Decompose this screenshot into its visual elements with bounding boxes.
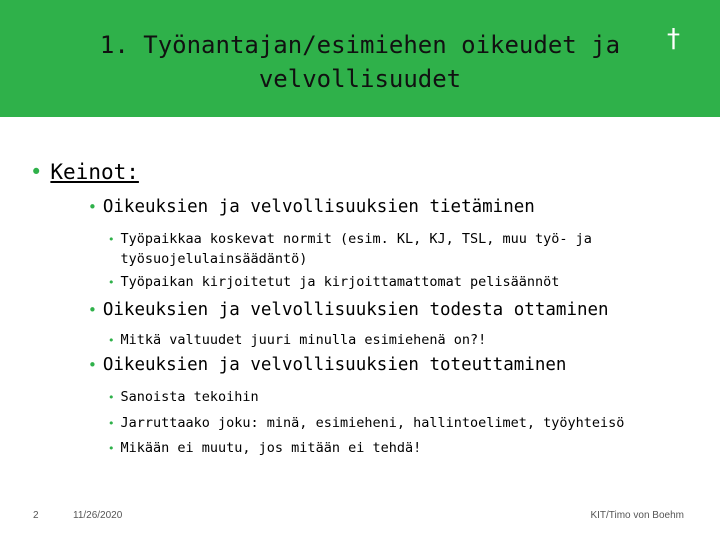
list-item bbox=[108, 387, 259, 408]
list-item-text: Mitkä valtuudet juuri minulla esimiehenä on?! bbox=[120, 332, 487, 348]
bullet-icon: • bbox=[108, 334, 115, 347]
section-label: Oikeuksien ja velvollisuuksien todesta ottaminen bbox=[102, 300, 609, 320]
heading-text: Keinot: bbox=[50, 160, 139, 184]
list-item-text: Sanoista tekoihin bbox=[120, 389, 259, 405]
bullet-icon: • bbox=[108, 417, 115, 430]
list-item bbox=[108, 330, 486, 351]
bullet-icon: • bbox=[108, 391, 115, 404]
heading-keinot bbox=[30, 160, 139, 184]
bullet-icon: • bbox=[88, 198, 97, 216]
list-item bbox=[108, 272, 559, 293]
list-item-text: Mikään ei muutu, jos mitään ei tehdä! bbox=[120, 440, 422, 456]
section-label: Oikeuksien ja velvollisuuksien tietäminen bbox=[102, 197, 535, 217]
title-line-1: 1. Työnantajan/esimiehen oikeudet ja bbox=[99, 31, 621, 59]
list-item-text: Jarruttaako joku: minä, esimieheni, hallintoelimet, työyhteisö bbox=[120, 415, 625, 431]
title-line-2: velvollisuudet bbox=[258, 65, 462, 93]
bullet-icon: • bbox=[30, 160, 43, 184]
bullet-icon: • bbox=[88, 301, 97, 319]
bullet-icon: • bbox=[88, 356, 97, 374]
list-item-text: Työpaikan kirjoitetut ja kirjoittamattomat pelisäännöt bbox=[120, 274, 560, 290]
list-item bbox=[108, 413, 624, 434]
section-2 bbox=[88, 300, 609, 320]
list-item bbox=[108, 229, 661, 269]
list-item-text: Työpaikkaa koskevat normit (esim. KL, KJ, TSL, muu työ- ja työsuojelulainsäädäntö) bbox=[120, 231, 592, 267]
slide-title bbox=[40, 28, 680, 96]
page-number: 2 bbox=[33, 510, 39, 521]
bullet-icon: • bbox=[108, 233, 115, 246]
section-3 bbox=[88, 355, 566, 375]
cross-icon: † bbox=[667, 24, 680, 54]
list-item bbox=[108, 438, 421, 459]
section-label: Oikeuksien ja velvollisuuksien toteuttaminen bbox=[102, 355, 567, 375]
footer-date: 11/26/2020 bbox=[73, 510, 123, 521]
bullet-icon: • bbox=[108, 442, 115, 455]
section-1 bbox=[88, 197, 535, 217]
bullet-icon: • bbox=[108, 276, 115, 289]
footer-author: KIT/Timo von Boehm bbox=[590, 510, 684, 521]
